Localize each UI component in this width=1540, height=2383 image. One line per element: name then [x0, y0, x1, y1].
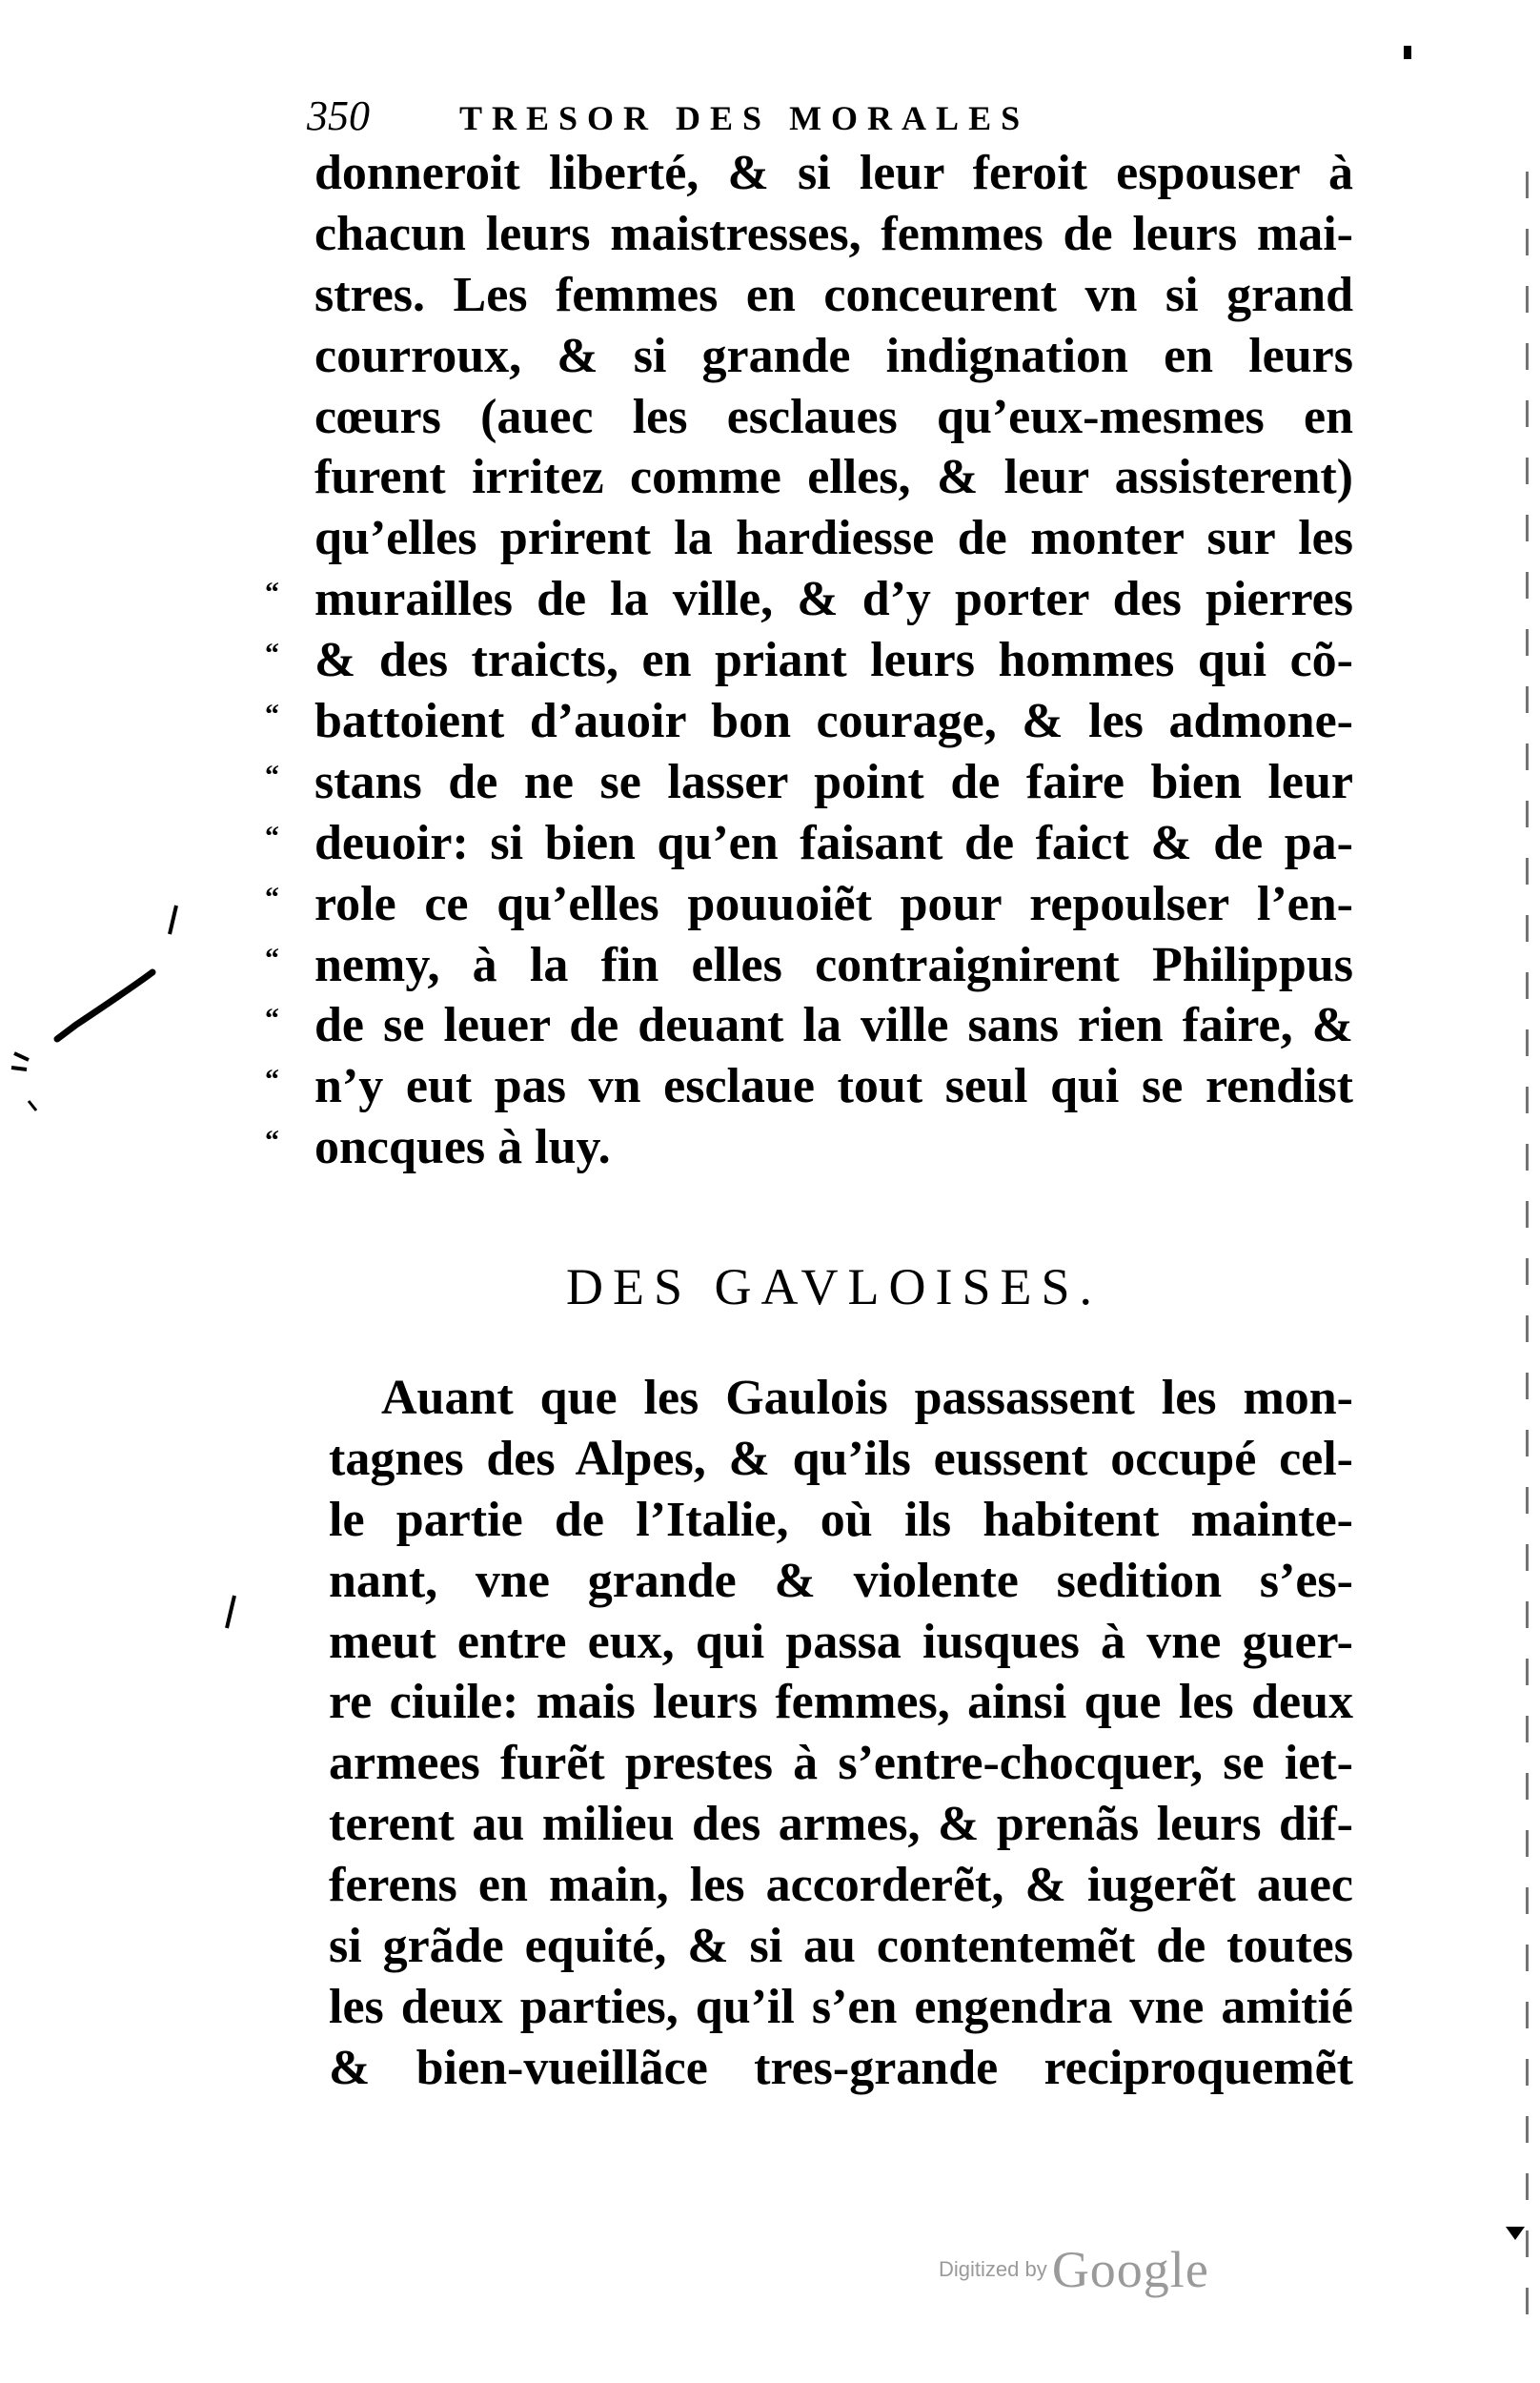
quote-mark: “ [265, 1064, 279, 1096]
text-line: qu’elles prirent la hardiesse de monter sur les [314, 511, 1353, 566]
text-line: terent au milieu des armes, & prenãs leurs dif- [329, 1797, 1353, 1852]
margin-stroke [29, 1101, 36, 1110]
text-line: Auant que les Gaulois passassent les mon- [381, 1371, 1353, 1425]
text-line: de se leuer de deuant la ville sans rien faire, & [314, 998, 1353, 1053]
quoted-line [265, 874, 1353, 935]
quote-mark: “ [265, 820, 279, 852]
text-line: donneroit liberté, & si leur feroit espouser à [314, 146, 1353, 200]
text-line: les deux parties, qu’il s’en engendra vne amitié [329, 1979, 1353, 2034]
margin-stroke [57, 972, 152, 1039]
text-line: courroux, & si grande indignation en leurs [314, 328, 1353, 383]
quote-mark: “ [265, 1125, 279, 1157]
page-dot [1404, 46, 1411, 59]
page-edge-shadow [1526, 172, 1529, 2316]
quote-mark: “ [265, 942, 279, 974]
digitization-watermark [939, 2240, 1209, 2316]
text-line: role ce qu’elles pouuoiẽt pour repoulser l’en- [314, 876, 1353, 931]
text-line: stans de ne se lasser point de faire bien leur [314, 754, 1353, 809]
text-line: meut entre eux, qui passa iusques à vne guer- [329, 1614, 1353, 1669]
quoted-line [265, 630, 1353, 691]
section-heading: DES GAVLOISES. [565, 1258, 1103, 1315]
quoted-line [265, 691, 1353, 752]
margin-stroke [11, 1053, 29, 1069]
quoted-line [265, 813, 1353, 874]
paragraph-gaulish-women [329, 1368, 1353, 2099]
quoted-line [265, 569, 1353, 630]
text-line: tagnes des Alpes, & qu’ils eussent occupé cel- [329, 1431, 1353, 1486]
quote-mark: “ [265, 577, 279, 609]
text-line: nant, vne grande & violente sedition s’es- [329, 1553, 1353, 1608]
quoted-line [265, 1056, 1353, 1117]
text-line: stres. Les femmes en conceurent vn si grand [314, 267, 1353, 322]
page-number: 350 [307, 92, 370, 139]
text-line: re ciuile: mais leurs femmes, ainsi que les deux [329, 1675, 1353, 1730]
quote-mark: “ [265, 881, 279, 913]
quote-mark: “ [265, 1003, 279, 1035]
text-line: le partie de l’Italie, où ils habitent mainte- [329, 1492, 1353, 1547]
margin-stroke [170, 906, 176, 934]
text-line: & des traicts, en priant leurs hommes qui cõ- [314, 633, 1353, 688]
margin-stroke [227, 1596, 234, 1628]
quote-mark: “ [265, 759, 279, 791]
margin-stroke [1506, 2227, 1525, 2240]
quoted-line [265, 752, 1353, 813]
quote-mark: “ [265, 638, 279, 670]
quoted-line [265, 995, 1353, 1056]
text-line: murailles de la ville, & d’y porter des pierres [314, 572, 1353, 627]
text-line: cœurs (auec les esclaues qu’eux-mesmes en [314, 389, 1353, 444]
text-line: & bien-vueillãce tres-grande reciproquemẽt [329, 2040, 1353, 2095]
running-title: TRESOR DES MORALES [459, 99, 1030, 137]
text-line: battoient d’auoir bon courage, & les admone- [314, 694, 1353, 749]
text-line: armees furẽt prestes à s’entre-chocquer, se iet- [329, 1736, 1353, 1791]
text-line: n’y eut pas vn esclaue tout seul qui se rendist [314, 1059, 1353, 1114]
quote-mark: “ [265, 699, 279, 731]
text-line: deuoir: si bien qu’en faisant de faict & de pa- [314, 815, 1353, 870]
text-line: furent irritez comme elles, & leur assisterent) [314, 450, 1353, 505]
text-line: si grãde equité, & si au contentemẽt de toutes [329, 1919, 1353, 1974]
text-line: chacun leurs maistresses, femmes de leurs mai- [314, 206, 1353, 261]
quoted-line [265, 1117, 1353, 1178]
running-head [307, 88, 1260, 145]
text-line: oncques à luy. [314, 1120, 611, 1175]
page-corner-mark [1504, 2221, 1532, 2259]
watermark-prefix: Digitized by [939, 2257, 1047, 2281]
quoted-line [265, 935, 1353, 996]
paragraph-slaves-revolt [265, 143, 1353, 1178]
google-logo: Google [1051, 2241, 1209, 2298]
text-line: nemy, à la fin elles contraignirent Philippus [314, 937, 1353, 992]
margin-tick [221, 1594, 240, 1632]
text-line: ferens en main, les accorderẽt, & iugerẽt auec [329, 1858, 1353, 1913]
margin-scribble [0, 896, 191, 1144]
